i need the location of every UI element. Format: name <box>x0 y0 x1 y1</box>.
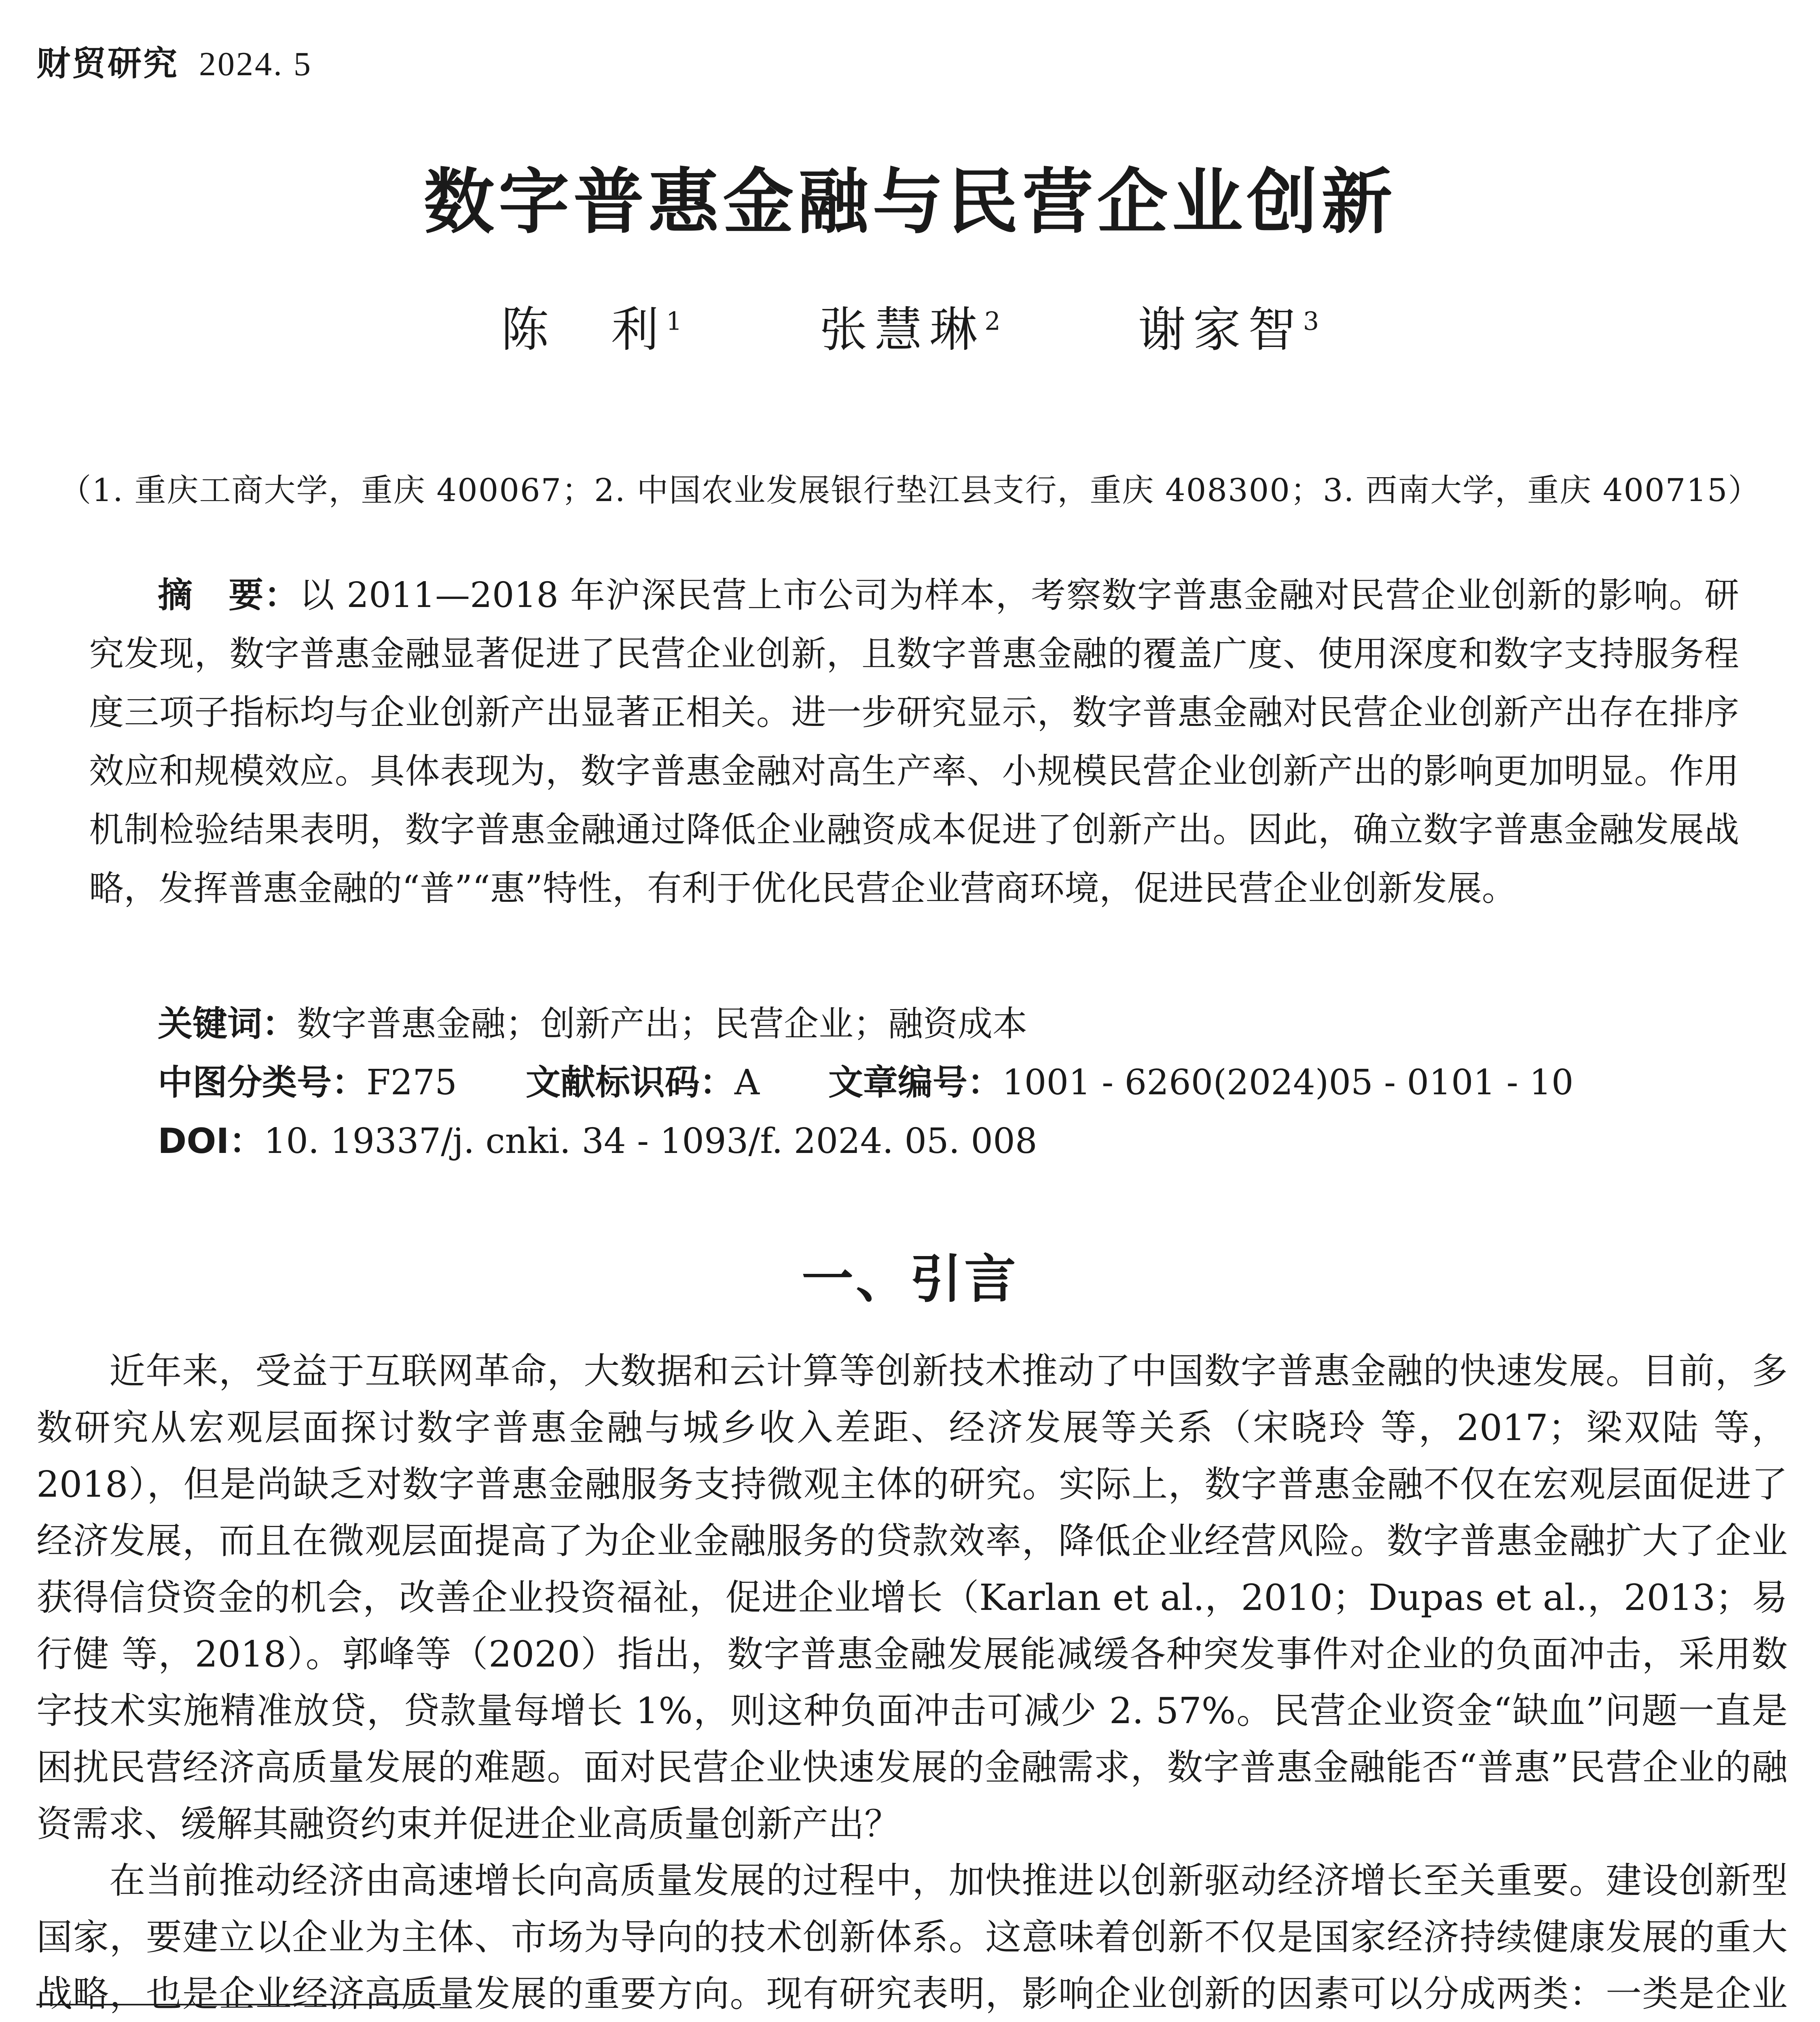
footnote-divider <box>36 2004 441 2005</box>
author-name: 张慧琳 <box>819 302 985 357</box>
author-2 <box>819 302 1000 357</box>
author-3 <box>1138 302 1319 357</box>
doi-value: 10. 19337/j. cnki. 34 - 1093/f. 2024. 05. 008 <box>264 1121 1037 1161</box>
paragraph: 近年来，受益于互联网革命，大数据和云计算等创新技术推动了中国数字普惠金融的快速发展。目前，多数研究从宏观层面探讨数字普惠金融与城乡收入差距、经济发展等关系（宋晓玲 等，2017；梁双陆 等，2018），但是尚缺乏对数字普惠金融服务支持微观主体的研究。实际上，数字普惠金融不仅在宏观层面促进了经济发展，而且在微观层面提高了为企业金融服务的贷款效率，降低企业经营风险。数字普惠金融扩大了企业获得信贷资金的机会，改善企业投资福祉，促进企业增长（Karlan et al.，2010；Dupas et al.，2013；易行健 等，2018）。郭峰等（2020）指出，数字普惠金融发展能减缓各种突发事件对企业的负面冲击，采用数字技术实施精准放贷，贷款量每增长 1%，则这种负面冲击可减少 2. 57%。民营企业资金“缺血”问题一直是困扰民营经济高质量发展的难题。面对民营企业快速发展的金融需求，数字普惠金融能否“普惠”民营企业的融资需求、缓解其融资约束并促进企业高质量创新产出？ <box>36 1350 1788 1845</box>
classification-line <box>158 1053 1574 1112</box>
abstract-text: 以 2011—2018 年沪深民营上市公司为样本，考察数字普惠金融对民营企业创新的影响。研究发现，数字普惠金融显著促进了民营企业创新，且数字普惠金融的覆盖广度、使用深度和数字支持服务程度三项子指标均与企业创新产出显著正相关。进一步研究显示，数字普惠金融对民营企业创新产出存在排序效应和规模效应。具体表现为，数字普惠金融对高生产率、小规模民营企业创新产出的影响更加明显。作用机制检验结果表明，数字普惠金融通过降低企业融资成本促进了创新产出。因此，确立数字普惠金融发展战略，发挥普惠金融的“普”“惠”特性，有利于优化民营企业营商环境，促进民营企业创新发展。 <box>89 575 1740 909</box>
abstract-label: 摘 要： <box>158 575 300 615</box>
body-text <box>36 1343 1788 2022</box>
doc-code-value: A <box>734 1062 760 1103</box>
journal-name: 财贸研究 <box>36 44 179 83</box>
affiliations: （1. 重庆工商大学，重庆 400067；2. 中国农业发展银行垫江县支行，重庆 408300；3. 西南大学，重庆 400715） <box>59 472 1761 509</box>
clc-label: 中图分类号： <box>158 1062 366 1103</box>
keywords-text: 数字普惠金融；创新产出；民营企业；融资成本 <box>297 1004 1027 1044</box>
keywords-label: 关键词： <box>158 1004 297 1044</box>
abstract <box>89 566 1739 918</box>
clc-value: F275 <box>366 1062 457 1103</box>
author-name: 谢家智 <box>1138 302 1303 357</box>
article-number-value: 1001 - 6260(2024)05 - 0101 - 10 <box>1002 1062 1574 1103</box>
issue-number: 2024. 5 <box>199 45 313 83</box>
article-title: 数字普惠金融与民营企业创新 <box>423 161 1397 243</box>
doi-line <box>158 1112 1037 1171</box>
paragraph: 在当前推动经济由高速增长向高质量发展的过程中，加快推进以创新驱动经济增长至关重要。建设创新型国家，要建立以企业为主体、市场为导向的技术创新体系。这意味着创新不仅是国家经济持续健康发展的重大战略，也是企业经济高质量发展的重要方向。现有研究表明，影响企业创新的因素可以分成两类：一类是企业 <box>36 1859 1788 2015</box>
author-sup: 1 <box>666 306 682 336</box>
article-number-label: 文章编号： <box>828 1062 1002 1103</box>
footnotes <box>36 2018 1788 2022</box>
author-1 <box>501 302 682 357</box>
running-head <box>36 36 312 85</box>
doi-label: DOI： <box>158 1121 264 1161</box>
author-sup: 2 <box>984 306 1001 336</box>
author-sup: 3 <box>1303 306 1319 336</box>
author-list <box>0 291 1820 360</box>
keywords <box>158 995 1027 1053</box>
doc-code-label: 文献标识码： <box>525 1062 734 1103</box>
section-heading: 一、引言 <box>801 1249 1018 1309</box>
received-date <box>36 2018 1788 2022</box>
author-name: 陈 利 <box>501 302 666 357</box>
